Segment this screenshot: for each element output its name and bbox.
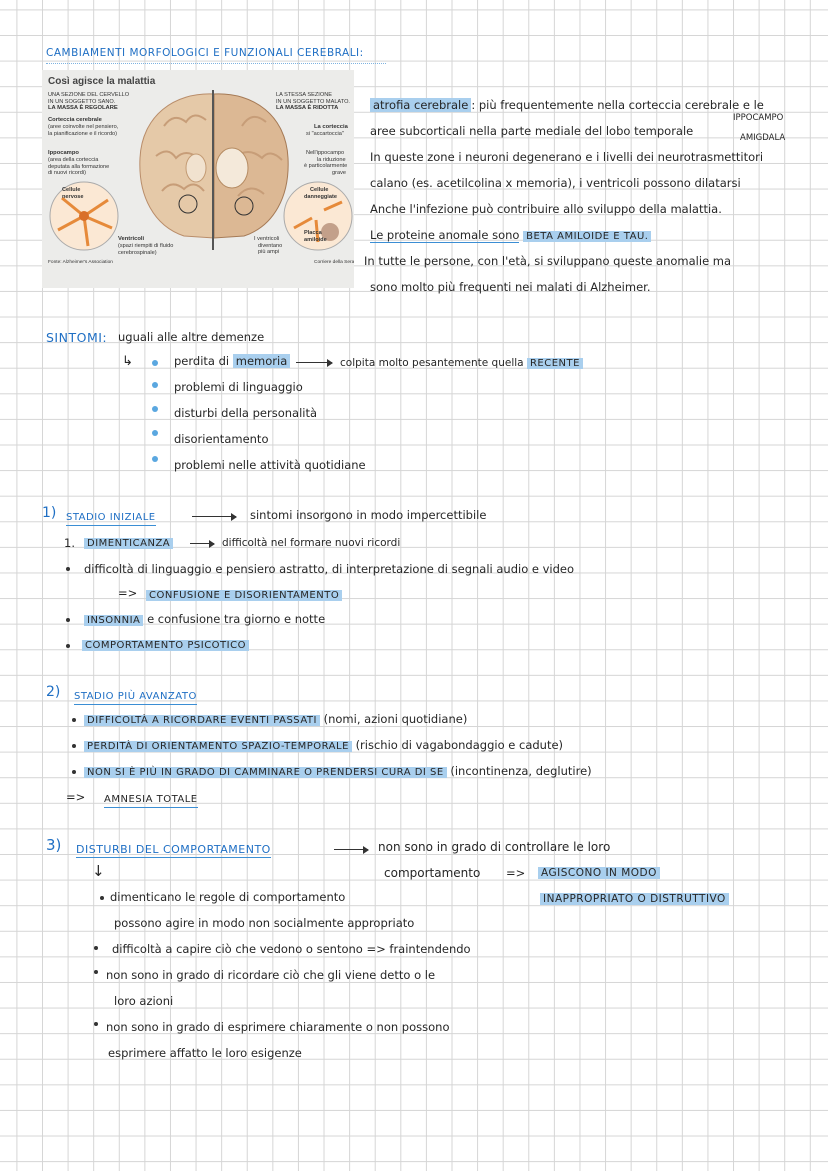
- stadio3-highlight-2-line: [540, 892, 729, 907]
- stadio3-desc-2: comportamento: [384, 866, 481, 880]
- sintomi-label: SINTOMI:: [46, 330, 108, 345]
- divider-line: [212, 90, 214, 250]
- amnesia-label: AMNESIA TOTALE: [104, 792, 198, 808]
- stadio3-highlight-1-line: [538, 866, 660, 881]
- stadio3-bullet-1b: possono agire in modo non socialmente appropriato: [114, 916, 415, 930]
- stadio3-bullet-1: dimenticano le regole di comportamento: [110, 890, 346, 904]
- brain-infographic: [42, 70, 354, 288]
- ippocampo-label: IPPOCAMPO: [733, 113, 784, 123]
- sintomi-intro: uguali alle altre demenze: [118, 330, 265, 344]
- stadio2-title: STADIO PIÙ AVANZATO: [74, 689, 197, 705]
- stadio3-title: DISTURBI DEL COMPORTAMENTO: [76, 843, 271, 856]
- ventricles-right-2: diventano: [258, 242, 283, 249]
- proteins-highlight: BETA AMILOIDE E TAU.: [523, 231, 651, 242]
- bullet-icon: [152, 406, 158, 412]
- hippo-title: Ippocampo: [48, 150, 79, 156]
- stadio2-item2-note: (rischio di vagabondaggio e cadute): [355, 738, 564, 752]
- left-caption-1: UNA SEZIONE DEL CERVELLO: [48, 92, 130, 98]
- hippo-right-2: la riduzione: [317, 156, 346, 163]
- sintomo-4: disorientamento: [174, 432, 269, 446]
- psychotic-line: [82, 638, 249, 653]
- bullet-icon: [72, 744, 76, 748]
- plaque-label-2: amiloide: [304, 236, 327, 243]
- bullet-icon: [66, 567, 70, 571]
- right-caption-1: LA STESSA SEZIONE: [276, 92, 332, 98]
- stadio2-item3-note: (incontinenza, deglutire): [450, 764, 592, 778]
- atrophy-text-1: : più frequentemente nella corteccia cerebrale e le: [471, 98, 764, 112]
- stadio3-number: 3): [46, 836, 62, 854]
- stadio2-item2-highlight: PERDITÀ DI ORIENTAMENTO SPAZIO-TEMPORALE: [84, 741, 352, 752]
- bullet-icon: [72, 770, 76, 774]
- stadio3-highlight-1: AGISCONO IN MODO: [538, 867, 660, 879]
- confusion-highlight: CONFUSIONE E DISORIENTAMENTO: [146, 590, 342, 601]
- stadio3-bullet-4: non sono in grado di esprimere chiaramente o non possono: [106, 1020, 450, 1034]
- plaque-label-1: Placca: [304, 230, 322, 236]
- stadio3-bullet-2: difficoltà a capire ciò che vedono o sentono => fraintendendo: [112, 942, 471, 956]
- bullet-icon: [152, 430, 158, 436]
- hippo-text-2: deputata alla formazione: [48, 163, 110, 170]
- cortex-title: Corteccia cerebrale: [48, 117, 102, 123]
- hippo-right-4: grave: [332, 169, 346, 176]
- stadio2-item3: [84, 764, 592, 780]
- stadio2-item2: [84, 738, 563, 754]
- dimenticanza-highlight: DIMENTICANZA: [84, 538, 173, 549]
- implies-symbol: =>: [506, 866, 526, 880]
- hippo-right-3: è particolarmente: [304, 163, 348, 169]
- implies-symbol: =>: [118, 586, 138, 600]
- stadio3-desc-1: non sono in grado di controllare le loro: [378, 840, 611, 854]
- insomnia-line: [84, 612, 325, 628]
- stadio1-title: STADIO INIZIALE: [66, 510, 156, 526]
- stadio2-number: 2): [46, 684, 61, 700]
- source-text: Fonte: Alzheimer's Association: [48, 260, 113, 265]
- stadio2-item1-highlight: DIFFICOLTÀ A RICORDARE EVENTI PASSATI: [84, 715, 320, 726]
- proteins-text: Le proteine anomale sono: [370, 228, 520, 242]
- right-caption-3: LA MASSA È RIDOTTA: [276, 105, 339, 111]
- atrophy-line-2: aree subcorticali nella parte mediale del lobo temporale: [370, 124, 694, 138]
- stadio1-desc: sintomi insorgono in modo impercettibile: [250, 508, 487, 522]
- atrophy-line-1: [370, 98, 764, 113]
- sintomo-1-text: perdita di: [174, 354, 230, 368]
- atrophy-line-5: Anche l'infezione può contribuire allo sviluppo della malattia.: [370, 202, 722, 216]
- hippo-text-1: (area della corteccia: [48, 157, 99, 163]
- sintomo-3: disturbi della personalità: [174, 406, 318, 420]
- atrophy-line-7: In tutte le persone, con l'età, si sviluppano queste anomalie ma: [364, 254, 732, 268]
- ventricles-right-1: I ventricoli: [254, 236, 280, 242]
- brain-section-icon: [134, 86, 294, 251]
- nerve-cells-icon: [48, 180, 120, 252]
- ventricles-title: Ventricoli: [118, 236, 145, 242]
- bullet-icon: [152, 456, 158, 462]
- stadio1-item2: difficoltà di linguaggio e pensiero astratto, di interpretazione di segnali audio e video: [84, 562, 575, 576]
- page-title: CAMBIAMENTI MORFOLOGICI E FUNZIONALI CEREBRALI:: [46, 47, 364, 59]
- stadio1-number: 1): [42, 505, 57, 521]
- bullet-icon: [72, 718, 76, 722]
- arrow-right-icon: [334, 849, 368, 850]
- arrow-right-icon: [190, 543, 214, 544]
- dimenticanza-label: [84, 536, 173, 551]
- recent-highlight: RECENTE: [527, 358, 583, 369]
- hook-arrow-icon: ↳: [122, 354, 133, 369]
- memory-note: [340, 356, 583, 371]
- credit-text: Corriere della Sera: [314, 260, 354, 265]
- cortex-text-2: la pianificazione e il ricordo): [48, 130, 118, 137]
- sintomo-1: [174, 354, 290, 369]
- stadio3-bullet-4b: esprimere affatto le loro esigenze: [108, 1046, 302, 1060]
- atrophy-line-6: [370, 228, 651, 244]
- down-arrow-icon: ↓: [92, 862, 105, 880]
- amigdala-label: AMIGDALA: [740, 133, 786, 143]
- damaged-label-2: danneggiate: [304, 193, 337, 200]
- stadio1-item1-number: 1.: [64, 536, 75, 550]
- insomnia-rest: e confusione tra giorno e notte: [147, 612, 326, 626]
- arrow-right-icon: [192, 516, 236, 517]
- stadio2-item1-note: (nomi, azioni quotidiane): [323, 712, 468, 726]
- left-caption-3: LA MASSA È REGOLARE: [48, 105, 118, 111]
- arrow-right-icon: [296, 362, 332, 363]
- bullet-icon: [66, 644, 70, 648]
- bullet-icon: [66, 618, 70, 622]
- cortex-text-1: (aree coinvolte nel pensiero,: [48, 124, 119, 130]
- memory-note-text: colpita molto pesantemente quella: [340, 357, 524, 369]
- bullet-icon: [152, 360, 158, 366]
- stadio3-highlight-2: INAPPROPRIATO O DISTRUTTIVO: [540, 893, 729, 905]
- insomnia-highlight: INSONNIA: [84, 615, 143, 626]
- left-caption-2: IN UN SOGGETTO SANO.: [48, 98, 116, 105]
- atrophy-line-3: In queste zone i neuroni degenerano e i livelli dei neurotrasmettitori: [370, 150, 764, 164]
- cortex-right-2: si "accartoccia": [306, 131, 344, 137]
- cells-label-2: nervose: [62, 193, 84, 200]
- hippo-text-3: di nuovi ricordi): [48, 170, 86, 176]
- memory-highlight: memoria: [233, 354, 291, 368]
- bullet-icon: [94, 1022, 98, 1026]
- bullet-icon: [100, 896, 104, 900]
- damaged-label-1: Cellule: [310, 187, 329, 193]
- right-caption-2: IN UN SOGGETTO MALATO.: [276, 98, 350, 105]
- ventricles-right-3: più ampi: [258, 249, 280, 255]
- implies-symbol: =>: [66, 790, 86, 804]
- sintomo-2: problemi di linguaggio: [174, 380, 303, 394]
- infographic-headline: Così agisce la malattia: [48, 76, 156, 87]
- stadio2-item1: [84, 712, 467, 728]
- psychotic-highlight: COMPORTAMENTO PSICOTICO: [82, 640, 249, 651]
- atrophy-line-8: sono molto più frequenti nei malati di Alzheimer.: [370, 280, 651, 294]
- dimenticanza-desc: difficoltà nel formare nuovi ricordi: [222, 537, 401, 549]
- cells-label-1: Cellule: [62, 187, 81, 193]
- bullet-icon: [152, 382, 158, 388]
- atrophy-line-4: calano (es. acetilcolina x memoria), i ventricoli possono dilatarsi: [370, 176, 741, 190]
- ventricles-text-2: cerebrospinale): [118, 249, 157, 256]
- confusion-label: [146, 588, 342, 603]
- atrophy-term: atrofia cerebrale: [370, 98, 471, 112]
- cortex-right-1: La corteccia: [314, 124, 348, 130]
- bullet-icon: [94, 970, 98, 974]
- ventricles-text-1: (spazi riempiti di fluido: [118, 243, 174, 249]
- hippo-right-1: Nell'ippocampo: [306, 150, 345, 156]
- stadio2-item3-highlight: NON SI È PIÙ IN GRADO DI CAMMINARE O PRENDERSI CURA DI SE: [84, 767, 447, 778]
- title-underline: [46, 62, 386, 64]
- sintomo-5: problemi nelle attività quotidiane: [174, 458, 366, 472]
- stadio3-bullet-3: non sono in grado di ricordare ciò che gli viene detto o le: [106, 968, 436, 982]
- bullet-icon: [94, 946, 98, 950]
- stadio3-bullet-3b: loro azioni: [114, 994, 174, 1008]
